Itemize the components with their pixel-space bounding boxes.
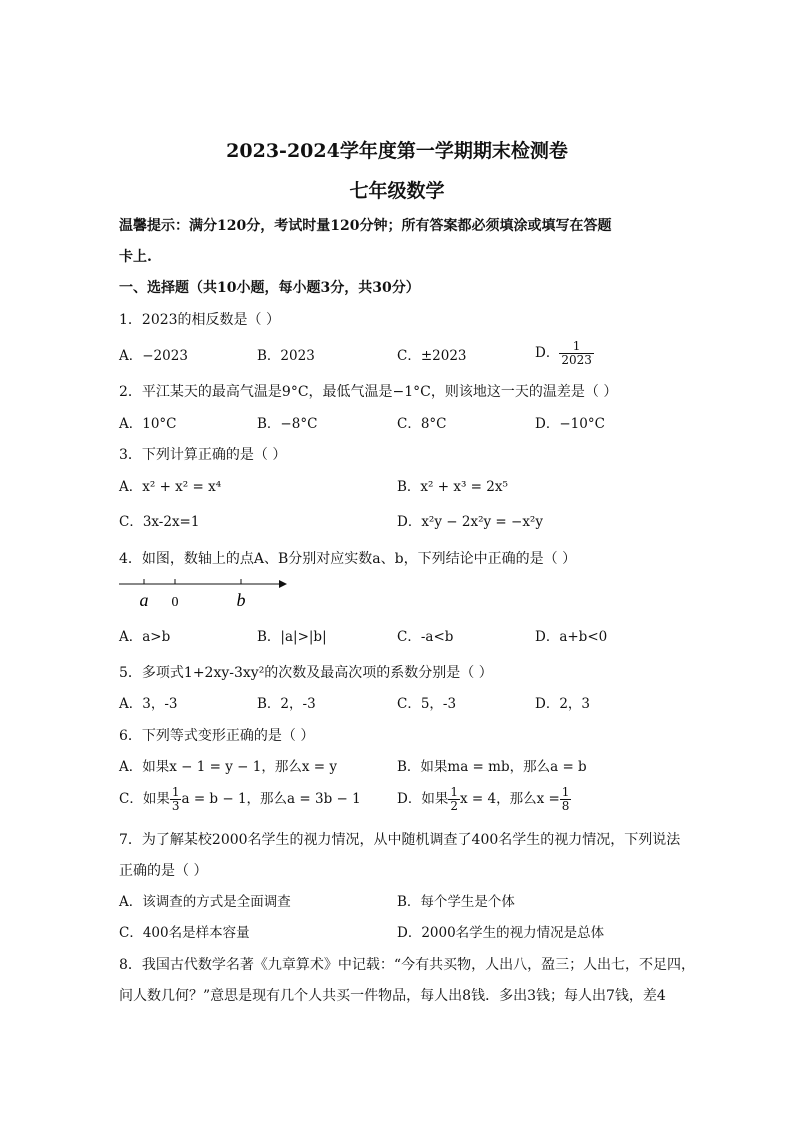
- q7-option-c: C．400名是样本容量: [119, 925, 250, 941]
- number-line-arrow-icon: [279, 580, 287, 588]
- q7-option-b: B．每个学生是个体: [397, 894, 515, 910]
- q6-c-numerator: 1: [171, 785, 180, 799]
- q6-d-fraction: [448, 786, 460, 813]
- q6-d-fraction-2: [560, 786, 572, 813]
- q1-option-b: B．2023: [257, 348, 315, 364]
- q6-option-d-prefix: D．如果: [397, 791, 449, 807]
- q4-option-c: C．-a<b: [397, 629, 454, 645]
- q6-d-numerator: 1: [450, 785, 458, 799]
- q6-option-d: [397, 786, 571, 813]
- question-7-stem-line-1: 7．为了解某校2000名学生的视力情况，从中随机调查了400名学生的视力情况，下列说法: [119, 832, 681, 848]
- q6-option-b: B．如果ma = mb，那么a = b: [397, 759, 587, 775]
- q3-option-b: B．x² + x³ = 2x⁵: [397, 479, 508, 495]
- section-heading: 一、选择题（共10小题，每小题3分，共30分）: [119, 280, 420, 296]
- label-a: a: [139, 590, 149, 610]
- question-2-stem: 2．平江某天的最高气温是9°C，最低气温是−1°C，则该地这一天的温差是（ ）: [119, 384, 618, 400]
- q7-option-a: A．该调查的方式是全面调查: [119, 894, 291, 910]
- q2-option-b: B．−8°C: [257, 416, 318, 432]
- q2-option-d: D．−10°C: [535, 416, 605, 432]
- number-line-figure: [119, 576, 289, 612]
- q3-option-a: A．x² + x² = x⁴: [119, 479, 222, 495]
- q4-option-a: A．a>b: [119, 629, 171, 645]
- q5-option-b: B．2，-3: [257, 696, 316, 712]
- q6-option-c-prefix: C．如果: [119, 791, 170, 807]
- q1-fraction: [559, 340, 594, 367]
- q1-option-d: [535, 340, 594, 367]
- question-1-stem: 1．2023的相反数是（ ）: [119, 312, 280, 328]
- label-b: b: [236, 590, 246, 610]
- label-0: 0: [171, 595, 179, 610]
- q3-option-c: C．3x-2x=1: [119, 514, 200, 530]
- question-8-line-2: 问人数几何？”意思是现有几个人共买一件物品，每人出8钱．多出3钱；每人出7钱，差4: [119, 988, 666, 1004]
- q6-d-denominator: 2: [450, 799, 458, 813]
- q1-fraction-denominator: 2023: [561, 353, 592, 367]
- q6-option-a: A．如果x − 1 = y − 1，那么x = y: [119, 759, 337, 775]
- question-6-stem: 6．下列等式变形正确的是（ ）: [119, 728, 315, 744]
- q6-c-fraction: [170, 786, 182, 813]
- notice-line-1: 温馨提示：满分120分，考试时量120分钟；所有答案都必须填涂或填写在答题: [119, 218, 612, 234]
- question-3-stem: 3．下列计算正确的是（ ）: [119, 447, 287, 463]
- q6-option-c: [119, 786, 361, 813]
- question-8-line-1: 8．我国古代数学名著《九章算术》中记载：“今有共买物，人出八，盈三；人出七，不足四，: [119, 957, 696, 973]
- q1-option-c: C．±2023: [397, 348, 467, 364]
- q2-option-a: A．10°C: [119, 416, 177, 432]
- q7-option-d: D．2000名学生的视力情况是总体: [397, 925, 605, 941]
- exam-subtitle: 七年级数学: [349, 180, 445, 202]
- q1-option-d-label: D．: [535, 345, 560, 361]
- notice-line-2: 卡上.: [119, 249, 152, 265]
- question-5-stem: 5．多项式1+2xy-3xy²的次数及最高次项的系数分别是（ ）: [119, 665, 493, 681]
- q1-option-a: A．−2023: [119, 348, 188, 364]
- q4-option-b: B．|a|>|b|: [257, 629, 327, 645]
- q1-fraction-numerator: 1: [559, 340, 594, 354]
- q5-option-a: A．3，-3: [119, 696, 178, 712]
- q6-d-denominator-2: 8: [561, 799, 570, 813]
- q6-c-denominator: 3: [171, 799, 180, 813]
- question-4-stem: 4．如图，数轴上的点A、B分别对应实数a、b，下列结论中正确的是（ ）: [119, 551, 577, 567]
- q6-d-numerator-2: 1: [561, 785, 570, 799]
- q5-option-c: C．5，-3: [397, 696, 457, 712]
- question-7-stem-line-2: 正确的是（ ）: [119, 863, 208, 879]
- exam-title: 2023-2024学年度第一学期期末检测卷: [226, 140, 568, 162]
- q4-option-d: D．a+b<0: [535, 629, 608, 645]
- q3-option-d: D．x²y − 2x²y = −x²y: [397, 514, 543, 530]
- q5-option-d: D．2，3: [535, 696, 591, 712]
- q6-option-c-suffix: a = b − 1，那么a = 3b − 1: [181, 791, 361, 807]
- q2-option-c: C．8°C: [397, 416, 447, 432]
- q6-option-d-mid: x = 4，那么x =: [459, 791, 560, 807]
